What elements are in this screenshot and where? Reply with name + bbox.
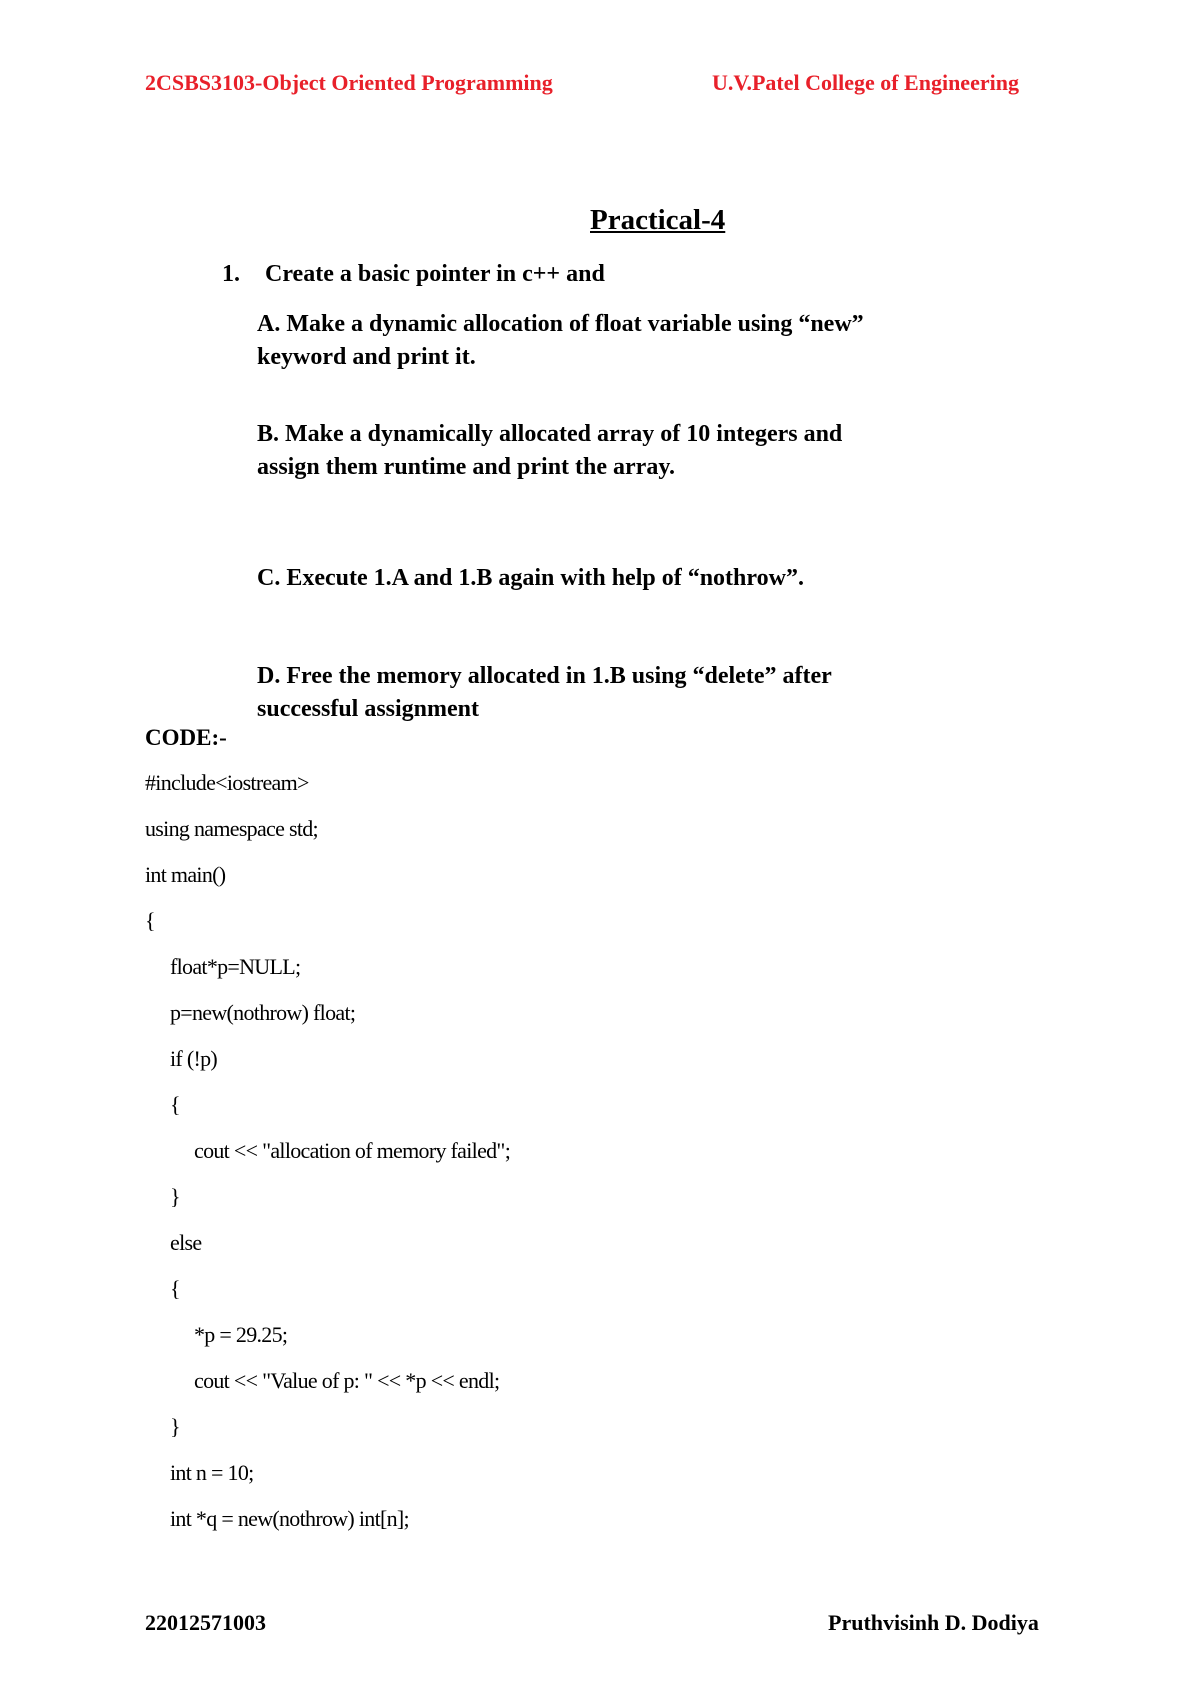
code-line: } [170,1414,180,1439]
code-line: int main() [145,862,226,887]
question-text: Create a basic pointer in c++ and [265,261,605,287]
code-line: p=new(nothrow) float; [170,1000,356,1025]
code-line: cout << "allocation of memory failed"; [194,1138,511,1163]
college-header: U.V.Patel College of Engineering [712,70,1019,95]
course-header: 2CSBS3103-Object Oriented Programming [145,70,553,95]
code-line: *p = 29.25; [194,1322,288,1347]
question-part-d: D. Free the memory allocated in 1.B using “delete” after successful assignment [257,663,832,722]
code-label: CODE:- [145,725,227,750]
code-line: { [170,1276,180,1301]
student-name: Pruthvisinh D. Dodiya [828,1610,1039,1635]
question-number: 1. [222,261,240,287]
student-id: 22012571003 [145,1610,266,1635]
code-line: if (!p) [170,1046,218,1071]
question-part-b: B. Make a dynamically allocated array of 10 integers and assign them runtime and print the array. [257,421,843,480]
code-line: { [145,908,155,933]
code-line: float*p=NULL; [170,954,301,979]
question-part-a: A. Make a dynamic allocation of float variable using “new” keyword and print it. [257,311,864,370]
question-part-c: C. Execute 1.A and 1.B again with help of “nothrow”. [257,565,804,591]
code-line: { [170,1092,180,1117]
code-line: int n = 10; [170,1460,254,1485]
code-line: else [170,1230,202,1255]
code-line: cout << "Value of p: " << *p << endl; [194,1368,500,1393]
code-line: using namespace std; [145,816,318,841]
page-title: Practical-4 [590,204,726,236]
code-line: #include<iostream> [145,770,309,795]
code-line: int *q = new(nothrow) int[n]; [170,1506,409,1531]
code-line: } [170,1184,180,1209]
